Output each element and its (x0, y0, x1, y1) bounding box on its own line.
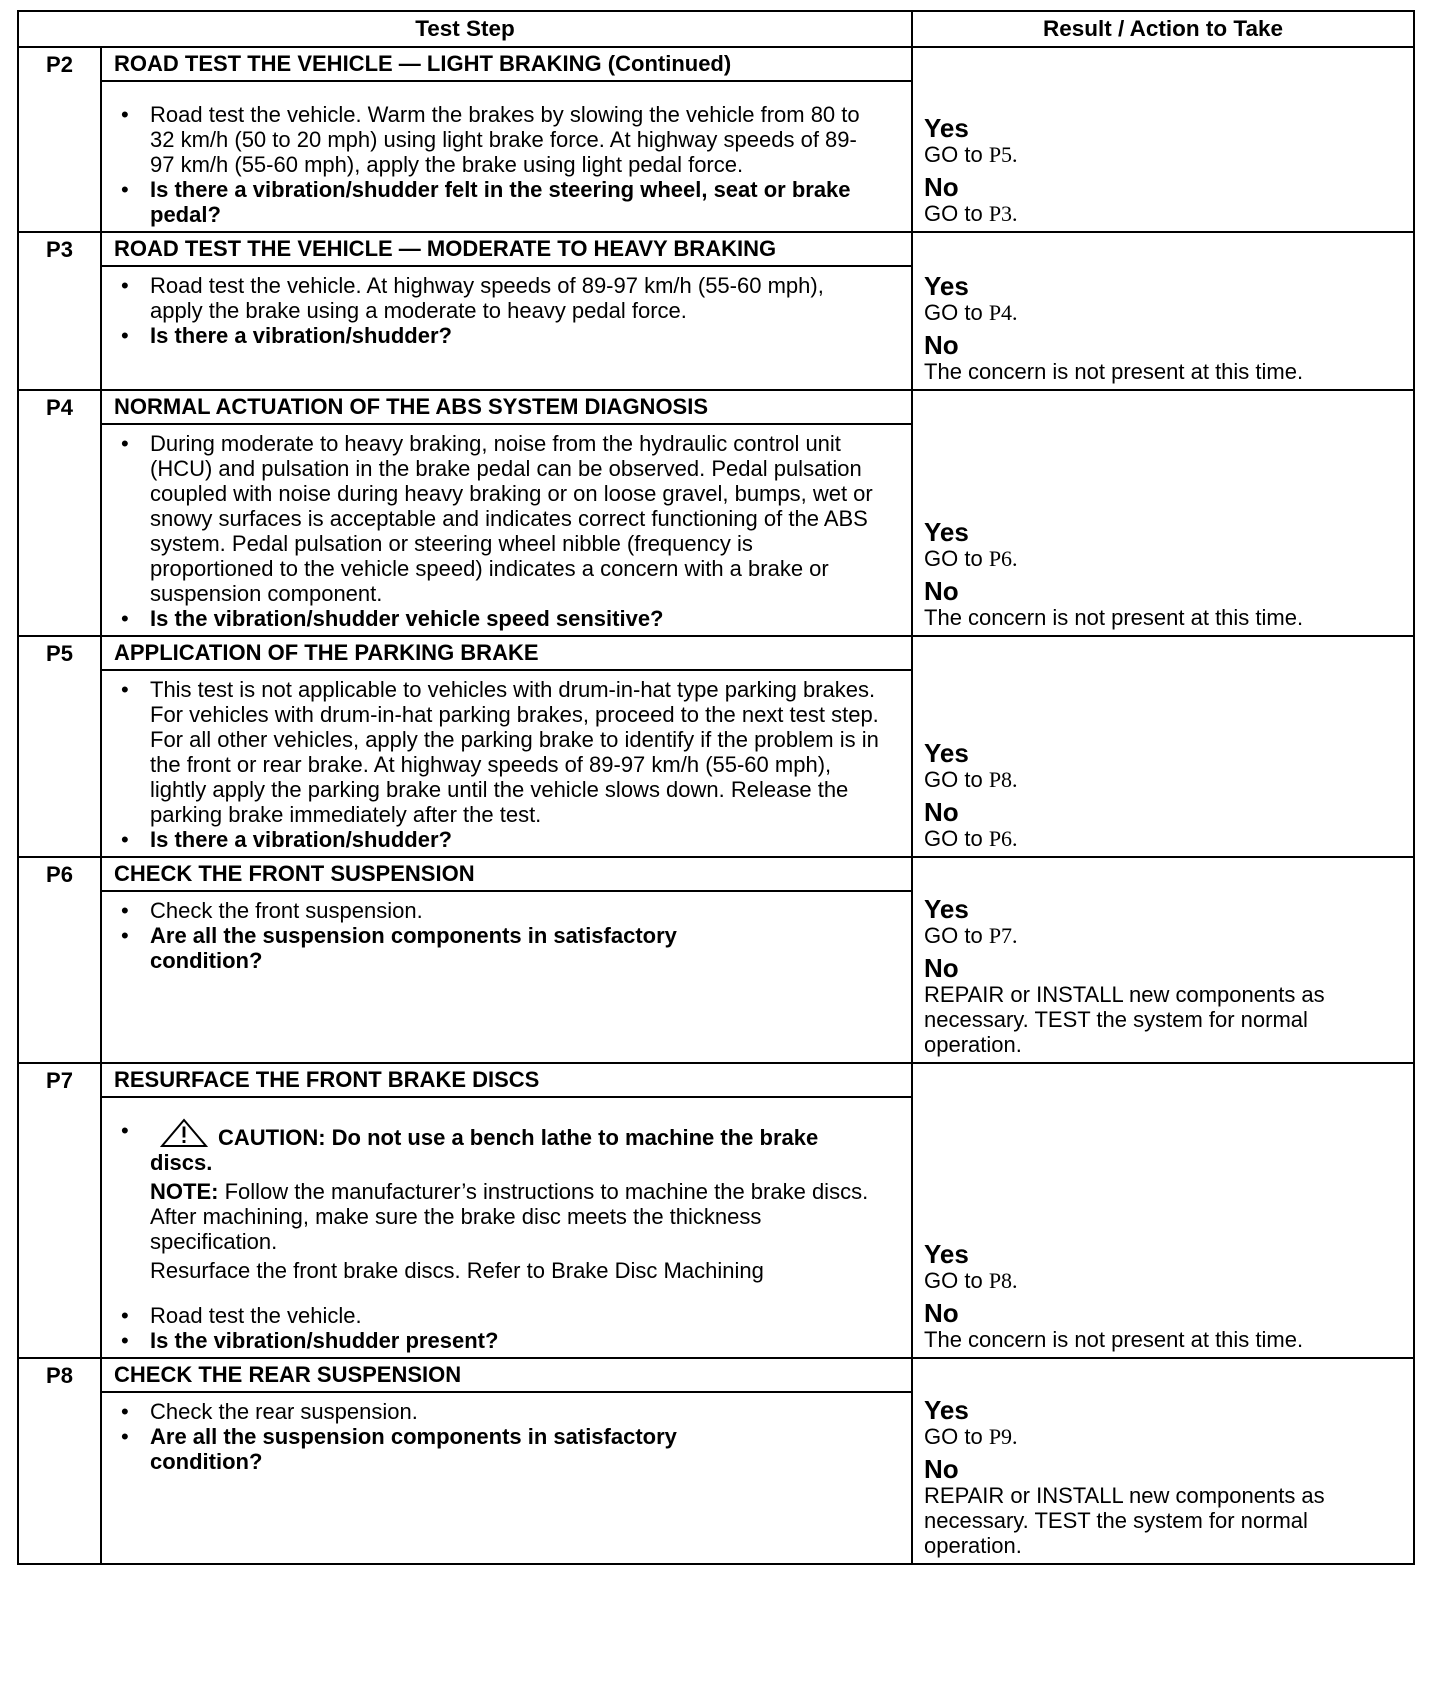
yes-action: GO to P4. (924, 300, 1018, 325)
goto-step: P6. (988, 546, 1018, 571)
goto-step: P4. (988, 300, 1018, 325)
step-body (101, 1392, 912, 1563)
question: Are all the suspension components in satisfactory condition? (150, 923, 677, 973)
yes-label: Yes (924, 738, 969, 768)
step-result (912, 390, 1413, 636)
no-label: No (924, 576, 959, 606)
step-id: P4 (19, 390, 101, 636)
yes-label: Yes (924, 113, 969, 143)
list-item: • Road test the vehicle. At highway speeds of 89-97 km/h (55-60 mph), apply the brake using a moderate to heavy pedal force. (121, 273, 824, 323)
list-item: • Are all the suspension components in satisfactory condition? (114, 1424, 881, 1474)
header-result: Result / Action to Take (912, 12, 1413, 47)
step-title: CHECK THE FRONT SUSPENSION (101, 857, 912, 891)
step-body (101, 424, 912, 636)
yes-label: Yes (924, 517, 969, 547)
step-result (912, 47, 1413, 232)
step-row-p7 (19, 1063, 1413, 1097)
step-result (912, 1063, 1413, 1358)
list-item: • Is there a vibration/shudder? (114, 323, 881, 348)
no-action: GO to P3. (924, 201, 1018, 226)
list-item: • CAUTION: Do not use a bench lathe to machine the brake discs. (114, 1118, 881, 1175)
yes-label: Yes (924, 1239, 969, 1269)
step-id: P7 (19, 1063, 101, 1358)
question: Is there a vibration/shudder? (150, 827, 452, 852)
goto-step: P8. (988, 767, 1018, 792)
yes-action: GO to P9. (924, 1424, 1018, 1449)
list-item: • Road test the vehicle. Warm the brakes by slowing the vehicle from 80 to 32 km/h (50 to 20 mph) using light brake force. At highway speeds of 89-97 km/h (55-60 mph), apply the brake using light pedal force. (121, 102, 860, 177)
step-row-p4 (19, 390, 1413, 424)
step-body (101, 891, 912, 1063)
step-body (101, 670, 912, 857)
list-item: • Check the front suspension. (121, 898, 423, 923)
step-id: P6 (19, 857, 101, 1063)
goto-step: P6. (988, 826, 1018, 851)
no-label: No (924, 1298, 959, 1328)
goto-step: P8. (988, 1268, 1018, 1293)
yes-label: Yes (924, 894, 969, 924)
step-title: NORMAL ACTUATION OF THE ABS SYSTEM DIAGNOSIS (101, 390, 912, 424)
step-title: RESURFACE THE FRONT BRAKE DISCS (101, 1063, 912, 1097)
yes-action: GO to P5. (924, 142, 1018, 167)
step-result (912, 1358, 1413, 1563)
step-id: P8 (19, 1358, 101, 1563)
header-test-step: Test Step (19, 12, 912, 47)
step-result (912, 857, 1413, 1063)
yes-label: Yes (924, 1395, 969, 1425)
list-item: • Is the vibration/shudder vehicle speed sensitive? (114, 606, 881, 631)
list-item: • Is there a vibration/shudder? (114, 827, 881, 852)
no-action: The concern is not present at this time. (924, 605, 1304, 630)
list-item: • Is the vibration/shudder present? (114, 1328, 881, 1353)
question: Is the vibration/shudder vehicle speed sensitive? (150, 606, 664, 631)
list-item: • Is there a vibration/shudder felt in the steering wheel, seat or brake pedal? (114, 177, 881, 227)
goto-step: P7. (988, 923, 1018, 948)
goto-step: P3. (988, 201, 1018, 226)
no-action: REPAIR or INSTALL new components as necessary. TEST the system for normal operation. (924, 982, 1325, 1057)
step-title: CHECK THE REAR SUSPENSION (101, 1358, 912, 1392)
step-title: ROAD TEST THE VEHICLE — LIGHT BRAKING (Continued) (101, 47, 912, 81)
list-item: • Check the rear suspension. (121, 1399, 418, 1424)
yes-action: GO to P8. (924, 767, 1018, 792)
yes-action: GO to P8. (924, 1268, 1018, 1293)
goto-step: P5. (988, 142, 1018, 167)
yes-action: GO to P7. (924, 923, 1018, 948)
step-title: ROAD TEST THE VEHICLE — MODERATE TO HEAVY BRAKING (101, 232, 912, 266)
list-item: • Road test the vehicle. (121, 1303, 362, 1328)
no-action: The concern is not present at this time. (924, 1327, 1304, 1352)
no-action: REPAIR or INSTALL new components as necessary. TEST the system for normal operation. (924, 1483, 1325, 1558)
header-row (19, 12, 1413, 47)
no-label: No (924, 330, 959, 360)
step-id: P5 (19, 636, 101, 857)
question: Is the vibration/shudder present? (150, 1328, 499, 1353)
list-item: • Are all the suspension components in satisfactory condition? (114, 923, 881, 973)
step-row-p3 (19, 232, 1413, 266)
no-label: No (924, 172, 959, 202)
note-text: NOTE: Follow the manufacturer’s instructions to machine the brake discs. After machining, make sure the brake disc meets the thickness specification. (150, 1179, 869, 1254)
goto-step: P9. (988, 1424, 1018, 1449)
question: Are all the suspension components in satisfactory condition? (150, 1424, 677, 1474)
step-row-p2 (19, 47, 1413, 81)
step-row-p5 (19, 636, 1413, 670)
step-result (912, 636, 1413, 857)
no-label: No (924, 1454, 959, 1484)
step-body (101, 1097, 912, 1358)
caution-text: CAUTION: Do not use a bench lathe to machine the brake discs. (150, 1118, 881, 1175)
yes-action: GO to P6. (924, 546, 1018, 571)
no-label: No (924, 953, 959, 983)
warning-triangle-icon (160, 1118, 208, 1148)
no-action: GO to P6. (924, 826, 1018, 851)
step-id: P3 (19, 232, 101, 390)
no-label: No (924, 797, 959, 827)
list-item: • This test is not applicable to vehicles with drum-in-hat type parking brakes. For vehicles with drum-in-hat parking brakes, proceed to the next test step. For all other vehicles, apply the parking brake to identify if the problem is in the front or rear brake. At highway speeds of 89-97 km/h (55-60 mph), lightly apply the parking brake until the vehicle slows down. Release the parking brake immediately after the test. (121, 677, 879, 827)
step-body (101, 81, 912, 232)
step-row-p8 (19, 1358, 1413, 1392)
step-body (101, 266, 912, 390)
yes-label: Yes (924, 271, 969, 301)
step-title: APPLICATION OF THE PARKING BRAKE (101, 636, 912, 670)
resurface-text: Resurface the front brake discs. Refer to Brake Disc Machining (150, 1258, 764, 1283)
question: Is there a vibration/shudder felt in the steering wheel, seat or brake pedal? (150, 177, 851, 227)
test-step-table (19, 12, 1413, 1563)
diagnostic-table (17, 10, 1415, 1565)
step-id: P2 (19, 47, 101, 232)
step-result (912, 232, 1413, 390)
no-action: The concern is not present at this time. (924, 359, 1304, 384)
step-row-p6 (19, 857, 1413, 891)
list-item: • During moderate to heavy braking, noise from the hydraulic control unit (HCU) and pulsation in the brake pedal can be observed. Pedal pulsation coupled with noise during heavy braking or on loose gravel, bumps, wet or snowy surfaces is acceptable and indicates correct functioning of the ABS system. Pedal pulsation or steering wheel nibble (frequency is proportioned to the vehicle speed) indicates a concern with a brake or suspension component. (121, 431, 873, 606)
question: Is there a vibration/shudder? (150, 323, 452, 348)
